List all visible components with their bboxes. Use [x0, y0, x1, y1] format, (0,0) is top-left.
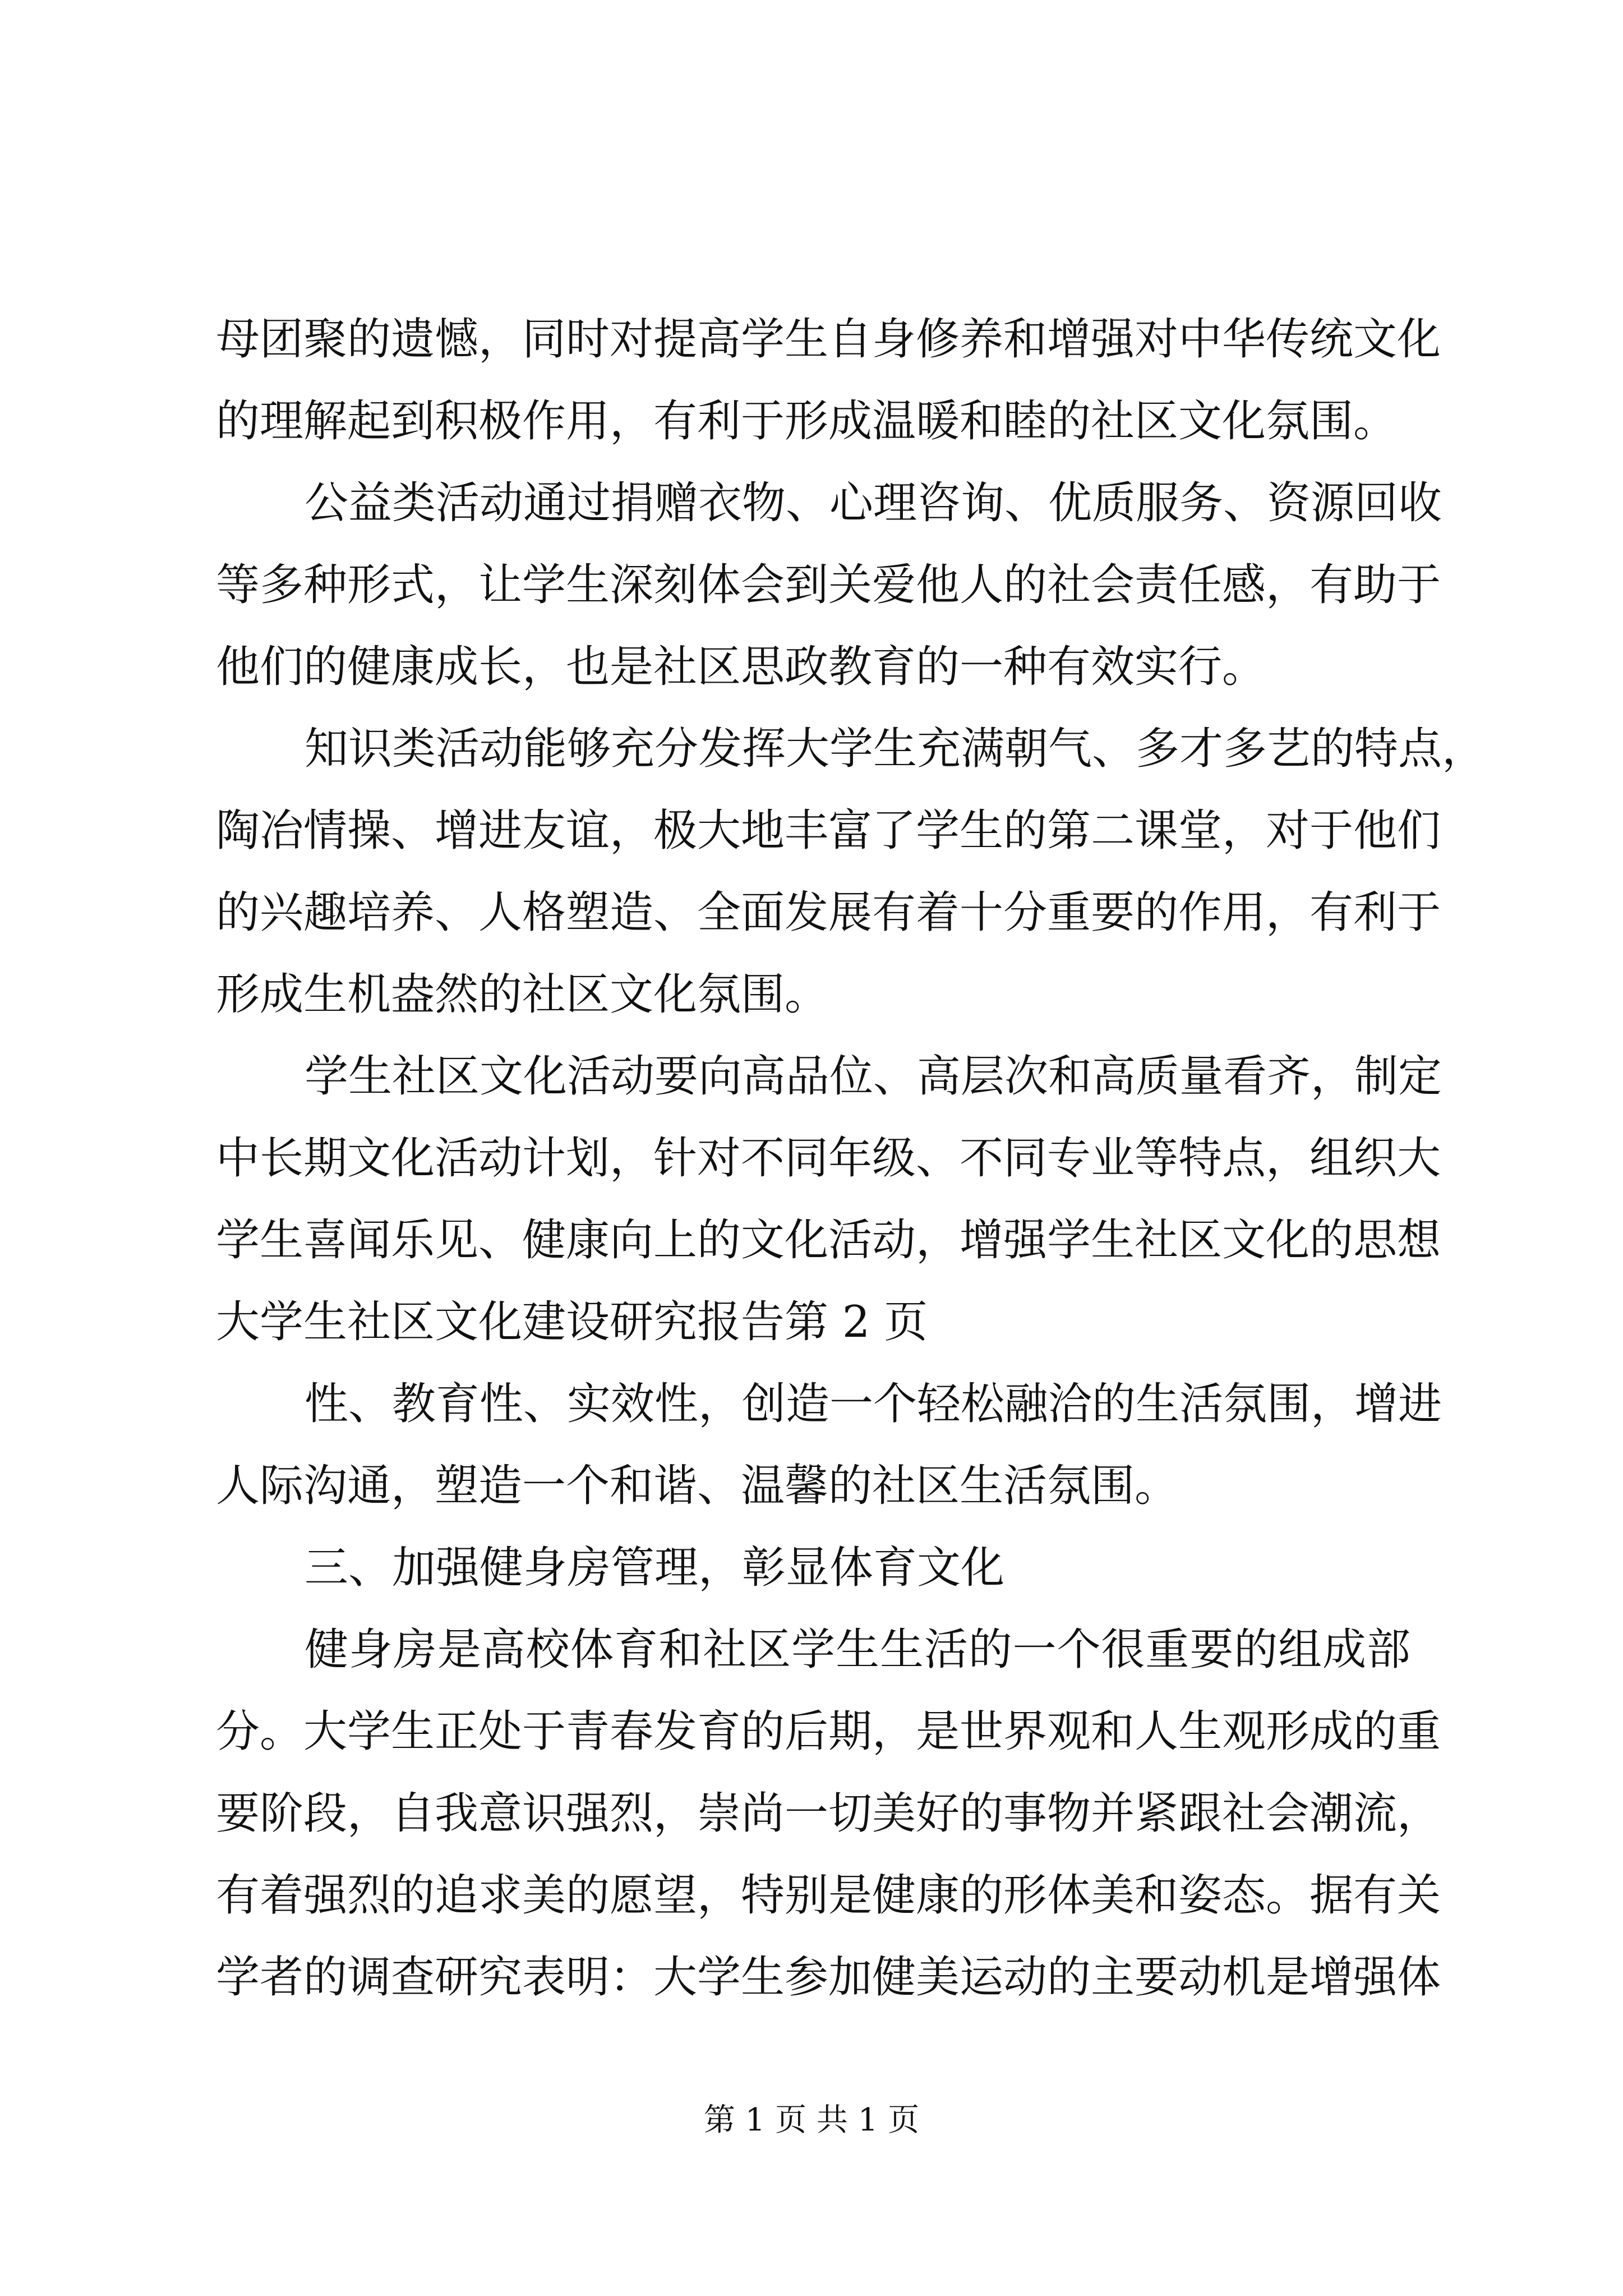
- paragraph-first-line: 健身房是高校体育和社区学生生活的一个很重要的组成部: [305, 1625, 1410, 1675]
- paragraph-first-line: 性、教育性、实效性，创造一个轻松融洽的生活氛围，增进: [305, 1379, 1442, 1429]
- paragraph-first-line: 学生社区文化活动要向高品位、高层次和高质量看齐，制定: [305, 1051, 1442, 1102]
- text-line: 的理解起到积极作用，有利于形成温暖和睦的社区文化氛围。: [216, 396, 1398, 447]
- section-heading: 三、加强健身房管理，彰显体育文化: [305, 1543, 1005, 1593]
- text-line: 有着强烈的追求美的愿望，特别是健康的形体美和姿态。据有关: [216, 1870, 1441, 1921]
- text-line: 中长期文化活动计划，针对不同年级、不同专业等特点，组织大: [216, 1133, 1441, 1184]
- text-line: 分。大学生正处于青春发育的后期，是世界观和人生观形成的重: [216, 1706, 1441, 1757]
- page-header-line: 大学生社区文化建设研究报告第 2 页: [216, 1297, 928, 1347]
- text-line: 形成生机盎然的社区文化氛围。: [216, 969, 829, 1020]
- text-line: 学生喜闻乐见、健康向上的文化活动，增强学生社区文化的思想: [216, 1215, 1441, 1266]
- text-line: 要阶段，自我意识强烈，崇尚一切美好的事物并紧跟社会潮流，: [216, 1788, 1441, 1839]
- text-line: 人际沟通，塑造一个和谐、温馨的社区生活氛围。: [216, 1461, 1179, 1511]
- text-line: 的兴趣培养、人格塑造、全面发展有着十分重要的作用，有利于: [216, 887, 1441, 938]
- page-footer: 第 1 页 共 1 页: [703, 2102, 920, 2138]
- text-line: 陶冶情操、增进友谊，极大地丰富了学生的第二课堂，对于他们: [216, 806, 1441, 856]
- text-line: 母团聚的遗憾，同时对提高学生自身修养和增强对中华传统文化: [216, 314, 1441, 365]
- text-line: 学者的调查研究表明：大学生参加健美运动的主要动机是增强体: [216, 1952, 1441, 2003]
- paragraph-first-line: 公益类活动通过捐赠衣物、心理咨询、优质服务、资源回收: [305, 478, 1442, 528]
- text-line: 他们的健康成长，也是社区思政教育的一种有效实行。: [216, 642, 1266, 692]
- paragraph-first-line: 知识类活动能够充分发挥大学生充满朝气、多才多艺的特点，: [305, 724, 1486, 774]
- text-line: 等多种形式，让学生深刻体会到关爱他人的社会责任感，有助于: [216, 560, 1441, 610]
